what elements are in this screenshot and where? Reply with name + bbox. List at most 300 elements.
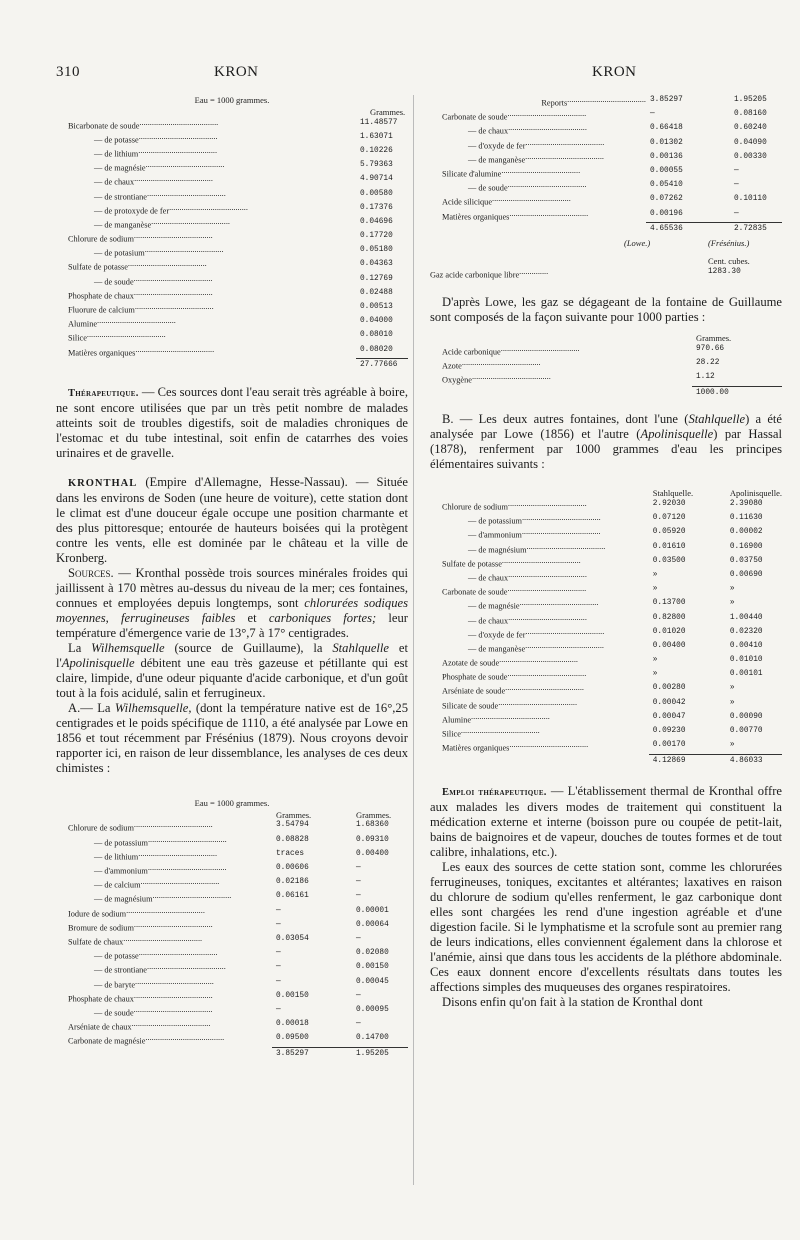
table1-row-label: — de manganèse...................................... [94,216,230,230]
emploi-text: — L'établissement thermal de Kronthal offre aux malades les divers modes de traitement qui constituent la médication externe et interne (boisson pure ou coupée de petit-lait, bains de baignoires et de vapeur, douches de toutes formes et de tout calibre, inhalations, etc.). [430,784,782,860]
lowe-gas-paragraph: D'après Lowe, les gaz se dégageant de la fontaine de Guillaume sont composés de la façon suivante pour 1000 parties : [430,295,782,325]
table3-row-value-lowe: — [650,110,655,119]
table2-row [56,920,408,934]
table5-row [430,499,782,513]
table5-row-value-apolinisquelle: 0.02320 [729,627,763,636]
table5-row [430,655,782,669]
table2-row [56,934,408,948]
table3-source-fresenius: (Frésénius.) [708,237,750,248]
table2-row-value-lowe: 0.08828 [276,835,309,844]
table1-row [56,259,408,273]
table2-row-value-fresenius: — [356,892,361,901]
table4-total-spacer [430,386,692,398]
table3-row-value-lowe: 0.00055 [650,166,683,175]
running-head-right: KRON [592,64,637,80]
section-b-text-2: ) a été analysée par Lowe (1856) et l'autre ( [430,412,782,442]
table3-row-value-fresenius: 0.60240 [734,124,767,133]
table5-row-value-stahlquelle: 0.03500 [652,556,686,565]
section-b-text-3: ) par Hassal (1878), renferment par 1000 grammes d'eau les principes élémentaires suivants : [430,427,782,472]
table2-row-value-fresenius: — [356,1020,361,1029]
table2-row-value-fresenius: 1.68360 [356,821,389,830]
table4-row-label: Oxygène...................................... [442,372,551,385]
table2-row [56,991,408,1005]
gas-label: Gaz acide carbonique libre [430,270,520,280]
table1-row [56,160,408,174]
wilhemsquelle-name: Wilhemsquelle [91,640,165,655]
table5-row-value-stahlquelle: » [652,570,658,579]
table2-row-label: — de lithium...................................... [94,848,218,862]
table4-total-row [430,386,782,398]
table2-row-label: Bromure de sodium...................................... [68,919,213,933]
table5-row-value-stahlquelle: 0.00280 [652,684,686,693]
table3-row [430,152,782,166]
table2-row [56,820,408,834]
sources-and: et [247,610,257,625]
table5-row-label: Carbonate de soude...................................... [442,584,587,597]
table4-row-label: Acide carbonique...................................... [442,343,580,357]
table2-row [56,863,408,877]
table4-row [430,358,782,372]
table1-row [56,345,408,359]
table5-row-label: Chlorure de sodium...................................... [442,499,587,512]
table3-row-value-fresenius: 0.10110 [734,195,767,204]
table1-row [56,203,408,217]
sources-text-1: — Kronthal possède trois sources minérales froides qui jaillissent à 170 mètres au-dessus du niveau de la mer; ces fontaines, connues et employées depuis longtemps, sont [56,565,408,610]
table5-row-value-apolinisquelle: 0.01010 [729,656,763,665]
table5-row [430,740,782,754]
table1-row-label: Bicarbonate de soude...................................... [68,117,219,131]
table3-row-value-fresenius: 1.95205 [734,96,767,104]
table5-row-label: — d'ammonium...................................... [468,527,601,540]
table1-total-row [56,359,408,371]
section-a-text-2: (dont la température native est de 16°,25 centigrades et le poids spécifique de 1110, a été analysée par Lowe en 1856 et tout récemment par Frésénius (1879). Nous croyons devoir rapporter ici, en raison de leur dissemblance, les analyses de ces deux chimistes : [56,700,408,775]
page-number: 310 [56,64,80,80]
table5-row [430,584,782,598]
table5-total-stahlquelle: 4.12869 [649,754,726,766]
last-paragraph: Disons enfin qu'on fait à la station de Kronthal dont [442,995,703,1010]
table3-row [430,166,782,180]
running-head-left: KRON [214,64,259,80]
table1-row-value: 1.63071 [360,132,393,141]
table3-total-fresenius: 2.72835 [730,223,782,235]
table3-row [430,123,782,137]
table2-row-value-lowe: — [276,920,281,929]
section-b-paragraph [430,412,782,472]
table3-row-value-fresenius: — [734,181,739,190]
table5-row-value-stahlquelle: 0.07120 [652,514,686,523]
table5-row [430,527,782,541]
table1-row [56,217,408,231]
table2-row-value-fresenius: — [356,934,361,943]
table2-row-value-lowe: traces [276,849,305,858]
kronthal-paragraph [56,475,408,566]
gas-value: 1283.30 [708,267,741,276]
table5-row-value-stahlquelle: » [652,656,658,665]
table3-source-lowe: (Lowe.) [624,237,651,248]
table3-row [430,95,782,109]
table1-row [56,245,408,259]
table1-row-label: — de soude...................................... [94,273,213,287]
table3-row-label: Matières organiques...................................... [442,208,589,222]
table2-row-label: — de potassium...................................... [94,834,227,848]
table5-row-label: — de chaux...................................... [468,612,587,626]
table5-row-value-apolinisquelle: » [729,599,735,608]
table1-row [56,132,408,146]
table3-row-label: Silicate d'alumine...................................... [442,165,581,179]
table2-row-value-lowe: — [276,963,281,972]
table1-row-value: 0.17376 [360,203,393,212]
section-b-stahlquelle: Stahlquelle [688,412,746,427]
table5-row-value-apolinisquelle: » [729,585,735,594]
table5-total-row [430,754,782,766]
eaux-paragraph: Les eaux des sources de cette station sont, comme les chlorurées ferrugineuses, toniques, excitantes et altérantes; laxatives en raison du chlorure de sodium qu'elles renferment, le gaz carbonique dont elles sont chargées les rend d'une ingestion agréable et d'une digestion facile. Si le lymphatisme et la scrofule sont au premier rang de leurs indications, elles conviennent également dans la chlorose et l'anémie, ainsi que dans tous les accidents de la pléthore abdominale. Ces eaux donnent encore d'excellents résultats dans toutes les affections simples des muqueuses des organes respiratoires. [430,860,782,995]
table4-row-value: 970.66 [696,344,725,353]
table2-row [56,835,408,849]
table2-caption: Eau = 1000 grammes. [194,797,270,808]
table2-row-value-fresenius: — [356,878,361,887]
table5-row-value-stahlquelle: 0.01020 [652,627,686,636]
table5-row [430,542,782,556]
table1-row-value: 0.17720 [360,232,393,241]
table2-row [56,1005,408,1019]
table5-row-label: — de magnésie...................................... [468,598,599,611]
table2-total-spacer [56,1047,272,1059]
table1-total-spacer [56,359,356,371]
table2-total-lowe: 3.85297 [272,1047,352,1059]
table5-col2-header: Apolinisquelle. [729,488,782,499]
table3-total-lowe: 4.65536 [646,223,730,235]
table5-row [430,698,782,712]
table1-row-value: 0.12769 [360,274,393,283]
gas-unit-header: Cent. cubes. [708,256,750,267]
table5-row-value-stahlquelle: 0.09230 [652,727,686,735]
table1-row-value: 5.79363 [360,161,393,170]
springs-text-2: (source de Guillaume), la [174,640,323,655]
kronthal-heading: KRONTHAL [68,477,138,489]
table1 [56,107,408,371]
table3-total-spacer [430,223,646,235]
table5-row [430,627,782,641]
table2-row-label: — de magnésium...................................... [94,891,232,904]
table3-footer: (Lowe.) (Frésénius.) Cent. cubes. Gaz acide carbonique libre.............. 1283.30 [430,238,782,281]
table1-total-value: 27.77666 [356,359,408,371]
table2 [56,810,408,1060]
table1-row-value: 0.08010 [360,331,393,340]
table3-row [430,109,782,123]
table1-row-label: Phosphate de chaux...................................... [68,287,213,301]
table1-row-label: Silice...................................... [68,330,166,343]
table1-caption: Eau = 1000 grammes. [194,95,270,105]
table5-row-value-stahlquelle: 0.00400 [652,641,686,650]
sources-heading: Sources. [68,565,114,580]
therapeutique-heading: Thérapeutique. [68,387,139,399]
left-column [56,95,408,1060]
table1-row-value: 0.04000 [360,317,393,326]
table2-row-label: Arséniate de chaux...................................... [68,1019,211,1032]
table3-row-value-lowe: 0.07262 [650,195,683,204]
table1-row-value: 0.02488 [360,288,393,297]
table2-row-label: — de calcium...................................... [94,877,220,890]
table5-row-value-apolinisquelle: 0.03750 [729,556,763,565]
table5-row [430,669,782,683]
table5-row-value-stahlquelle: 0.01610 [652,542,686,551]
table5-row-value-apolinisquelle: 0.16900 [729,542,763,551]
table1-row [56,274,408,288]
table1-row-label: — de strontiane...................................... [94,188,226,202]
table1-row-value: 0.10226 [360,146,393,155]
table2-row-value-lowe: — [276,1005,281,1014]
table3-row [430,180,782,194]
table3-row-label: Acide silicique...................................... [442,194,571,207]
table5-row-label: Alumine...................................... [442,711,550,725]
table2-row [56,891,408,905]
table2-row-value-fresenius: 0.14700 [356,1034,389,1043]
table2-row-value-fresenius: 0.00064 [356,920,389,929]
table4 [430,333,782,398]
table4-row-value: 28.22 [696,358,720,367]
table2-col2-header: Grammes. [356,809,392,820]
table2-row-value-fresenius: 0.00001 [356,906,389,915]
table1-row [56,118,408,132]
table1-row-label: — de potasium...................................... [94,245,224,258]
table1-row-label: — de magnésie...................................... [94,160,225,173]
table2-row-label: Phosphate de chaux...................................... [68,990,213,1004]
table5-row-label: Azotate de soude...................................... [442,655,578,668]
table2-row-label: — de strontiane...................................... [94,962,226,975]
table5-row [430,683,782,697]
therapeutique-paragraph [56,385,408,461]
table2-row [56,977,408,991]
table2-row [56,962,408,976]
table2-row-value-lowe: 0.02186 [276,878,309,887]
table3-row [430,138,782,152]
table2-row-value-lowe: — [276,977,281,986]
table5-row-value-stahlquelle: 0.82800 [652,613,686,622]
table2-total-row [56,1047,408,1059]
apolinisquelle-name: Apolinisquelle [61,655,135,670]
table1-row-value: 0.00513 [360,303,393,312]
table1-row [56,146,408,160]
table1-row-label: — de protoxyde de fer...................................... [94,202,248,216]
table5-row-value-stahlquelle: 2.92030 [652,500,686,508]
table5-row-label: Sulfate de potasse...................................... [442,555,581,569]
table3-row-value-lowe: 0.00136 [650,152,683,161]
table5-row-value-stahlquelle: » [652,670,658,679]
table4-row-value: 1.12 [696,373,715,382]
table2-row-value-fresenius: — [356,991,361,1000]
table1-row-label: — de lithium...................................... [94,145,218,159]
table3-row-label: — de soude...................................... [468,180,587,193]
section-b-apolinisquelle: Apolinisquelle [640,427,714,442]
table2-row-label: — d'ammonium...................................... [94,863,227,876]
table2-row-value-lowe: 0.00606 [276,864,309,873]
table2-row-label: — de soude...................................... [94,1004,213,1018]
table5-row-label: — de chaux...................................... [468,569,587,583]
table4-row [430,372,782,386]
table5-row-value-apolinisquelle: 0.00410 [729,641,763,650]
table5-total-spacer [430,754,649,766]
column-divider [413,95,414,1185]
table5-row-value-apolinisquelle: » [729,698,735,707]
table2-row-label: — de potasse...................................... [94,948,218,961]
table5-row-label: Arséniate de soude...................................... [442,683,584,697]
table1-unit-header: Grammes. [370,107,406,117]
table1-row-label: — de chaux...................................... [94,174,213,187]
section-a-text-1: A.— La [68,700,111,715]
table1-row-label: Chlorure de sodium...................................... [68,231,213,244]
table5-col1-header: Stahlquelle. [652,488,694,499]
table3-row-value-fresenius: — [734,209,739,218]
section-b-text-1: B. — Les deux autres fontaines, dont l'une ( [442,412,689,427]
section-a-paragraph [56,701,408,776]
table2-total-fresenius: 1.95205 [352,1047,408,1059]
table5-row-label: Phosphate de soude...................................... [442,669,587,682]
table5-row-value-stahlquelle: 0.00170 [652,741,686,750]
table5-row [430,513,782,527]
table1-row [56,302,408,316]
table3-row-label: — de chaux...................................... [468,123,587,136]
right-column [430,95,782,1010]
table1-row [56,231,408,245]
table3-row-value-lowe: 0.05410 [650,181,683,190]
table5-row [430,726,782,740]
emploi-heading: Emploi thérapeutique. [442,787,547,799]
table3-row-value-lowe: 0.01302 [650,138,683,147]
table4-row [430,344,782,358]
table2-row [56,1033,408,1047]
table3-row-value-fresenius: 0.08160 [734,110,767,119]
table2-row [56,849,408,863]
table2-row [56,948,408,962]
table3-row-value-fresenius: 0.04090 [734,138,767,147]
table3-row-label: — de manganèse...................................... [468,151,604,165]
table1-row-label: Sulfate de potasse...................................... [68,259,207,273]
table1-row-label: Matières organiques...................................... [68,344,215,358]
table2-row [56,906,408,920]
table1-row-value: 0.05180 [360,246,393,255]
table5-total-apolinisquelle: 4.86033 [726,754,782,766]
table1-row [56,330,408,344]
sources-paragraph [56,566,408,641]
table3-row-value-lowe: 0.00196 [650,209,683,218]
table2-row-value-fresenius: 0.00095 [356,1005,389,1014]
table5-row-label: Matières organiques...................................... [442,740,589,753]
table5-row-label: — d'oxyde de fer...................................... [468,626,605,640]
table4-row-label: Azote...................................... [442,357,541,371]
table2-row-value-lowe: 0.00018 [276,1020,309,1029]
table5-row-label: Silicate de soude...................................... [442,697,578,711]
springs-text-3: et l' [56,640,408,670]
table2-row-value-lowe: 0.03054 [276,934,309,943]
table1-row-value: 0.08020 [360,345,393,354]
table3-row-label: Carbonate de soude...................................... [442,109,587,122]
table2-row-value-fresenius: 0.00400 [356,849,389,858]
table2-row-label: Sulfate de chaux...................................... [68,933,203,947]
table2-row-label: — de baryte...................................... [94,976,214,990]
table1-row [56,189,408,203]
table2-row-label: Carbonate de magnésie...................................... [68,1033,225,1046]
table3-row [430,194,782,208]
table5-row-label: — de manganèse...................................... [468,640,604,654]
table2-row-value-fresenius: 0.09310 [356,835,389,844]
table1-row-label: — de potasse...................................... [94,131,218,145]
table5-row-value-apolinisquelle: 0.00002 [729,528,763,537]
table1-row [56,174,408,188]
table5-row [430,556,782,570]
table3-row-value-lowe: 3.85297 [650,96,683,104]
table5-row-value-apolinisquelle: 1.00440 [729,613,763,622]
table2-row [56,1019,408,1033]
springs-text-4: débitent une eau très gazeuse et pétillante qui est claire, limpide, d'une odeur piquante d'acide carbonique, et d'un goût tout à la fois acidulé, salin et ferrugineux. [56,655,408,700]
table3-row-value-fresenius: 0.00330 [734,152,767,161]
table1-row-value: 0.00580 [360,189,393,198]
emploi-paragraph [430,784,782,860]
therapeutique-text: — Ces sources dont l'eau serait très agréable à boire, ne sont encore utilisées que par un très petit nombre de malades atteints soit de troubles digestifs, soit de maladies chroniques de l'estomac et du tube intestinal, soit enfin de catarrhes des voies urinaires et de gravelle. [56,384,408,460]
table5-row [430,570,782,584]
table2-row-value-lowe: 0.00150 [276,991,309,1000]
table5-row-value-apolinisquelle: 0.11630 [729,514,763,523]
sources-italic-1: chlorurées sodiques moyennes, ferrugineuses faibles [56,595,408,625]
table5-row [430,641,782,655]
table2-row-label: Iodure de sodium...................................... [68,905,205,919]
table5-row [430,613,782,627]
table5-row-value-apolinisquelle: 0.00770 [729,727,763,735]
table5-row-label: Silice...................................... [442,726,540,739]
table1-row [56,288,408,302]
table5-row-value-stahlquelle: 0.05920 [652,528,686,537]
table1-row-value: 11.48577 [360,118,398,127]
stahlquelle-name: Stahlquelle [332,640,390,655]
table2-row [56,877,408,891]
table3 [430,95,782,235]
table5-row-value-apolinisquelle: 0.00090 [729,712,763,721]
sources-italic-2: carboniques fortes; [268,610,377,625]
section-a-italic: Wilhemsquelle, [114,700,192,715]
table2-row-label: Chlorure de sodium...................................... [68,820,213,834]
table2-row-value-lowe: — [276,949,281,958]
table1-row-value: 4.90714 [360,175,393,184]
table2-row-value-lowe: 0.09500 [276,1034,309,1043]
table5-row-value-apolinisquelle: 0.00690 [729,570,763,579]
table5-row-value-apolinisquelle: 2.39080 [729,500,763,508]
table1-row-label: Alumine...................................... [68,316,176,329]
table3-row [430,209,782,223]
table1-row-value: 0.04696 [360,217,393,226]
table5-row-value-apolinisquelle: 0.00101 [729,670,763,679]
table2-row-value-fresenius: 0.00150 [356,963,389,972]
table3-row-value-fresenius: — [734,166,739,175]
table5-row-label: — de potassium...................................... [468,513,601,526]
table3-row-value-lowe: 0.66418 [650,124,683,133]
table5-row-value-apolinisquelle: » [729,684,735,693]
table5-row-value-stahlquelle: 0.00042 [652,698,686,707]
table5 [430,488,782,766]
table5-row [430,598,782,612]
table4-total-value: 1000.00 [692,386,782,398]
kronthal-text: (Empire d'Allemagne, Hesse-Nassau). — Située dans les environs de Soden (une heure de voiture), cette station dont le climat est d'une douceur égale occupe une position charmante et des plus pittoresque; entourée de hauteurs boisées qui la protègent contre les vents, elle est dominée par le château et la ville de Kronberg. [56,474,408,565]
table5-row-value-stahlquelle: 0.13700 [652,599,686,608]
table2-row-value-fresenius: 0.02080 [356,949,389,958]
table2-col1-header: Grammes. [276,809,312,820]
table3-row-label: — d'oxyde de fer...................................... [468,137,605,151]
table1-row-label: Fluorure de calcium...................................... [68,302,214,315]
table5-row-value-stahlquelle: » [652,585,658,594]
table2-row-value-fresenius: — [356,864,361,873]
springs-text-1: La [68,640,82,655]
springs-paragraph [56,641,408,701]
table1-row [56,316,408,330]
table2-row-value-lowe: 3.54794 [276,821,309,830]
